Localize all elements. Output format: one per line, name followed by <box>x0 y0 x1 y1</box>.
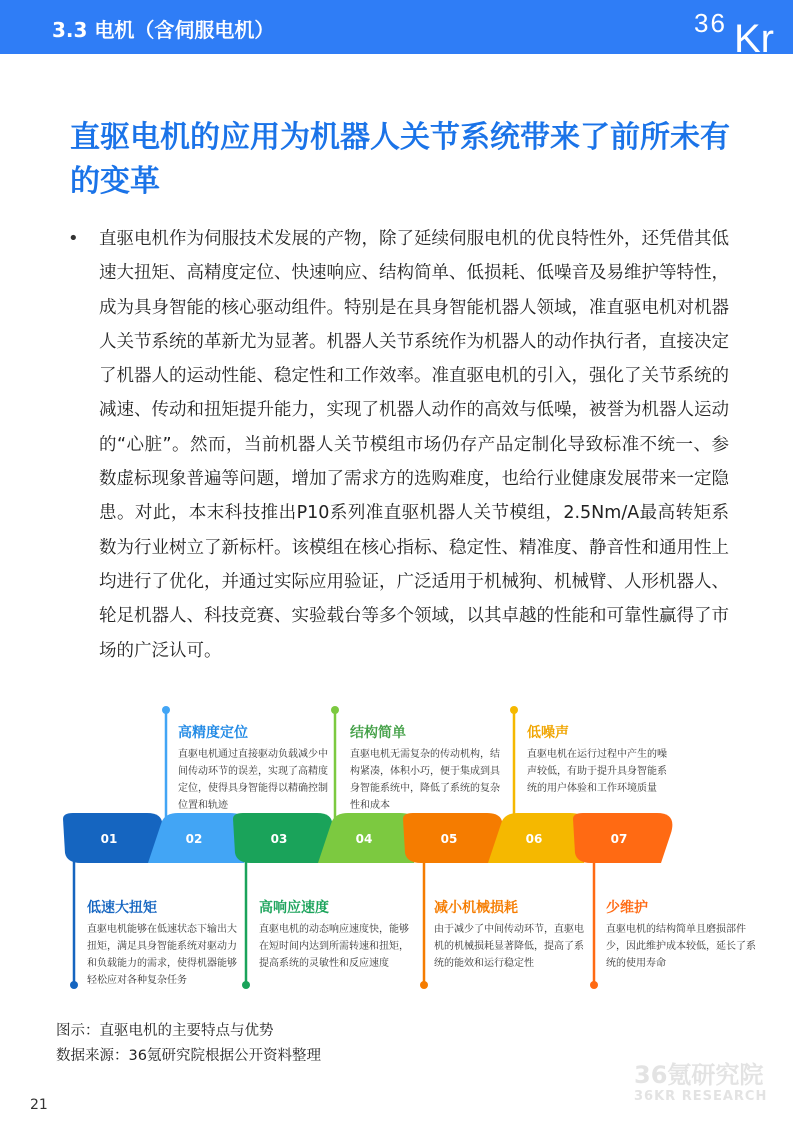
watermark-line1: 36氪研究院 <box>634 1061 764 1089</box>
feature-06-desc: 直驱电机在运行过程中产生的噪声较低，有助于提升具身智能系统的用户体验和工作环境质量 <box>527 749 667 794</box>
figure-caption: 图示：直驱电机的主要特点与优势 <box>56 1023 274 1039</box>
feature-dot-02 <box>162 706 170 714</box>
feature-number-07: 07 <box>610 832 628 846</box>
section-title: 3.3 电机（含伺服电机） <box>52 18 275 42</box>
feature-03-title: 高响应速度 <box>259 900 329 916</box>
page-number: 21 <box>30 1097 48 1113</box>
feature-06-title: 低噪声 <box>527 725 569 741</box>
main-title: 直驱电机的应用为机器人关节系统带来了前所未有的变革 <box>70 120 730 199</box>
feature-dot-04 <box>331 706 339 714</box>
watermark <box>634 1062 767 1106</box>
feature-01-title: 低速大扭矩 <box>87 900 157 916</box>
feature-number-03: 03 <box>270 832 288 846</box>
feature-07-desc: 直驱电机的结构简单且磨损部件少，因此维护成本较低，延长了系统的使用寿命 <box>606 924 756 969</box>
feature-number-04: 04 <box>355 832 373 846</box>
feature-04-desc: 直驱电机无需复杂的传动机构，结构紧凑，体积小巧，便于集成到具身智能系统中，降低了系统的复杂性和成本 <box>350 749 500 811</box>
feature-dot-05 <box>420 981 428 989</box>
feature-number-05: 05 <box>440 832 458 846</box>
feature-dot-01 <box>70 981 78 989</box>
source-caption: 数据来源：36氪研究院根据公开资料整理 <box>56 1048 321 1064</box>
feature-05-desc: 由于减少了中间传动环节，直驱电机的机械损耗显著降低，提高了系统的能效和运行稳定性 <box>434 924 584 969</box>
feature-number-06: 06 <box>525 832 543 846</box>
feature-07-title: 少维护 <box>606 900 648 916</box>
logo-text-kr: Kr <box>734 17 774 54</box>
feature-03-desc: 直驱电机的动态响应速度快，能够在短时间内达到所需转速和扭矩，提高系统的灵敏性和反应速度 <box>259 924 409 969</box>
header-bar <box>0 0 793 54</box>
feature-05-title: 减小机械损耗 <box>434 900 518 916</box>
feature-dot-06 <box>510 706 518 714</box>
feature-04-title: 结构简单 <box>350 725 406 741</box>
bullet-icon: • <box>68 228 79 249</box>
logo-text-36: 36 <box>694 8 727 38</box>
feature-01-desc: 直驱电机能够在低速状态下输出大扭矩，满足具身智能系统对驱动力和负载能力的需求，使得机器能够轻松应对各种复杂任务 <box>87 924 237 986</box>
feature-02-desc: 直驱电机通过直接驱动负载减少中间传动环节的误差，实现了高精度定位，使得具身智能得以精确控制位置和轨迹 <box>178 749 328 811</box>
36kr-logo <box>688 0 793 54</box>
feature-dot-07 <box>590 981 598 989</box>
feature-dot-03 <box>242 981 250 989</box>
feature-number-02: 02 <box>185 832 203 846</box>
body-paragraph: 直驱电机作为伺服技术发展的产物，除了延续伺服电机的优良特性外，还凭借其低速大扭矩、高精度定位、快速响应、结构简单、低损耗、低噪音及易维护等特性，成为具身智能的核心驱动组件。特别是在具身智能机器人领域，准直驱电机对机器人关节系统的革新尤为显著。机器人关节系统作为机器人的动作执行者，直接决定了机器人的运动性能、稳定性和工作效率。准直驱电机的引入，强化了关节系统的减速、传动和扭矩提升能力，实现了机器人动作的高效与低噪，被誉为机器人运动的“心脏”。然而，当前机器人关节模组市场仍存产品定制化导致标准不统一、参数虚标现象普遍等问题，增加了需求方的选购难度，也给行业健康发展带来一定隐患。对此，本末科技推出P10系列准直驱机器人关节模组，2.5Nm/A最高转矩系数为行业树立了新标杆。该模组在核心指标、稳定性、精准度、静音性和通用性上均进行了优化，并通过实际应用验证，广泛适用于机械狗、机械臂、人形机器人、轮足机器人、科技竞赛、实验载台等多个领域，以其卓越的性能和可靠性赢得了市场的广泛认可。 <box>99 229 729 661</box>
feature-number-01: 01 <box>100 832 118 846</box>
feature-02-title: 高精度定位 <box>178 725 248 741</box>
watermark-line2: 36KR RESEARCH <box>634 1089 768 1104</box>
